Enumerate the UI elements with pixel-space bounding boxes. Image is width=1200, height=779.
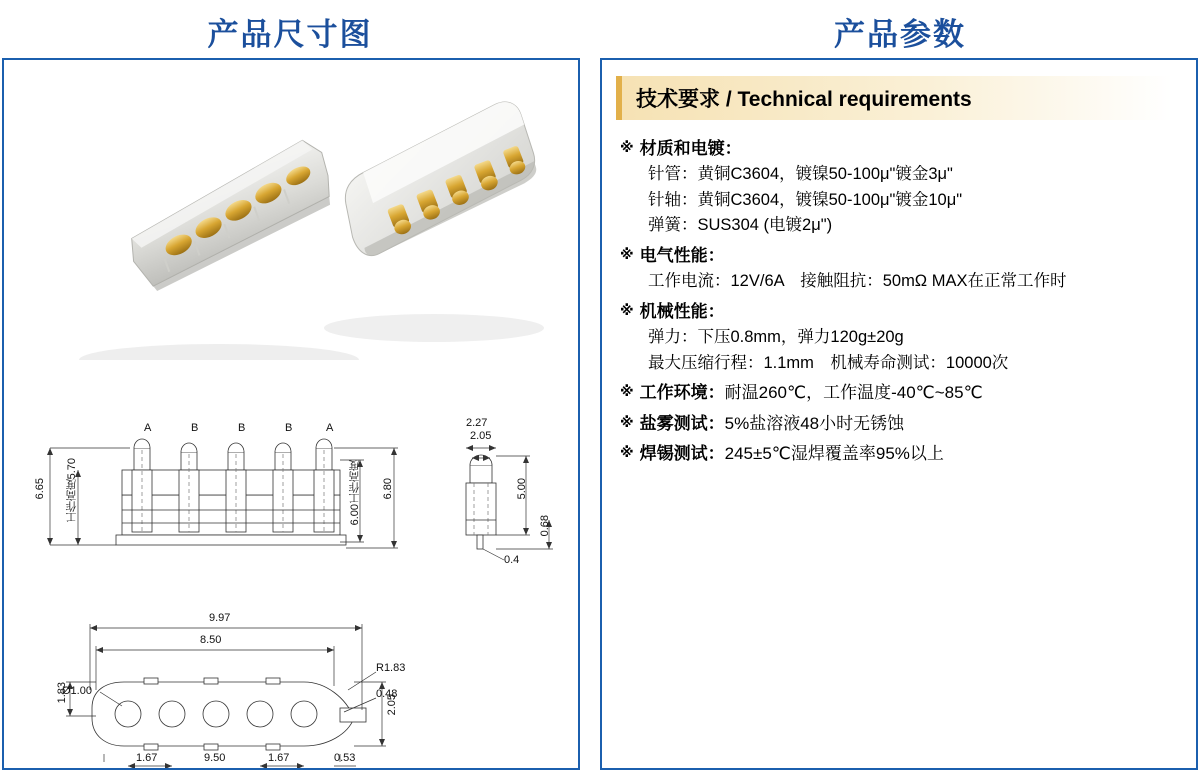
engineering-drawing: [4, 360, 578, 768]
spec-heading-label: 盐雾测试：: [639, 413, 725, 433]
spec-heading: [620, 441, 1186, 467]
asterisk-icon: ※: [620, 301, 634, 318]
page-title-left: 产品尺寸图: [207, 16, 373, 52]
dim-side-tail: 0.4: [504, 554, 520, 566]
asterisk-icon: ※: [620, 444, 634, 461]
dim-bottom-radius: R1.83: [376, 662, 406, 674]
dimension-drawing-panel: [2, 58, 580, 770]
spec-heading-label: 材质和电镀：: [639, 139, 742, 158]
pin-label-b1: B: [191, 422, 199, 434]
asterisk-icon: ※: [620, 413, 634, 430]
spec-heading-label: 机械性能：: [639, 301, 725, 321]
dim-pitch-left: 1.67: [136, 752, 158, 764]
dim-bottom-overall: 9.97: [209, 612, 231, 624]
spec-line: 针轴：黄铜C3604，镀镍50-100μ"镀金10μ": [648, 190, 963, 209]
spec-panel: [600, 58, 1198, 770]
spec-group-electrical: [620, 243, 1186, 295]
pin-label-a1: A: [144, 422, 152, 434]
asterisk-icon: ※: [620, 246, 634, 263]
dim-front-total: 6.65: [34, 478, 46, 500]
spec-inline-value: 5%盐溶液48小时无锈蚀: [724, 413, 905, 433]
spec-list: [620, 136, 1186, 471]
spec-line: 最大压缩行程：1.1mm 机械寿命测试：10000次: [648, 353, 1009, 372]
dim-bottom-edge: 0.53: [334, 752, 356, 764]
dim-bottom-small: 0.48: [376, 688, 398, 700]
spec-heading: [620, 299, 1186, 325]
dim-front-overall-right: 6.80: [382, 478, 394, 500]
spec-heading: [620, 243, 1186, 269]
spec-heading-label: 工作环境：: [639, 383, 725, 403]
pin-label-b3: B: [285, 422, 293, 434]
asterisk-icon: ※: [620, 139, 634, 155]
dim-front-work-height-left: 工作高度5.70: [66, 458, 78, 524]
spec-heading: [620, 136, 1186, 162]
spec-group-salt-spray: [620, 411, 1186, 437]
asterisk-icon: ※: [620, 383, 634, 400]
dim-base-length: 9.50: [204, 752, 226, 764]
spec-line: 弹力：下压0.8mm，弹力120g±20g: [648, 328, 904, 347]
spec-heading: [620, 380, 1186, 406]
spec-group-solder: [620, 441, 1186, 467]
dim-hole-diameter: Ø1.00: [62, 685, 92, 697]
spec-line: 弹簧：SUS304 (电镀2μ"): [648, 216, 833, 235]
spec-inline-value: 245±5℃湿焊覆盖率95%以上: [724, 444, 944, 464]
dim-side-sub-height: 0.68: [539, 515, 551, 537]
dim-side-inner-width: 2.05: [470, 430, 492, 442]
page-title-right: 产品参数: [834, 16, 966, 52]
dim-bottom-span: 8.50: [200, 634, 222, 646]
spec-line: 针管：黄铜C3604，镀镍50-100μ"镀金3μ": [648, 165, 953, 184]
spec-line: 工作电流：12V/6A 接触阻抗：50mΩ MAX在正常工作时: [648, 272, 1067, 291]
dim-front-work-height-right: 6.00工作高度: [349, 460, 361, 526]
dim-bottom-height-right: 2.05: [386, 694, 398, 716]
pin-label-a2: A: [326, 422, 334, 434]
spec-group-mechanical: [620, 299, 1186, 376]
dim-pitch-right: 1.67: [268, 752, 290, 764]
dim-side-height: 5.00: [516, 478, 528, 500]
pin-label-b2: B: [238, 422, 246, 434]
dim-side-top-width: 2.27: [466, 417, 488, 429]
product-photo: [4, 60, 578, 360]
spec-group-material: [620, 136, 1186, 239]
spec-heading: [620, 411, 1186, 437]
spec-group-environment: [620, 380, 1186, 406]
spec-inline-value: 耐温260℃，工作温度-40℃~85℃: [724, 383, 983, 403]
spec-heading-label: 焊锡测试：: [639, 444, 725, 464]
tech-requirements-title: 技术要求 / Technical requirements: [616, 76, 1172, 120]
spec-heading-label: 电气性能：: [639, 246, 725, 266]
dim-bottom-height-left: 1.83: [56, 682, 68, 704]
